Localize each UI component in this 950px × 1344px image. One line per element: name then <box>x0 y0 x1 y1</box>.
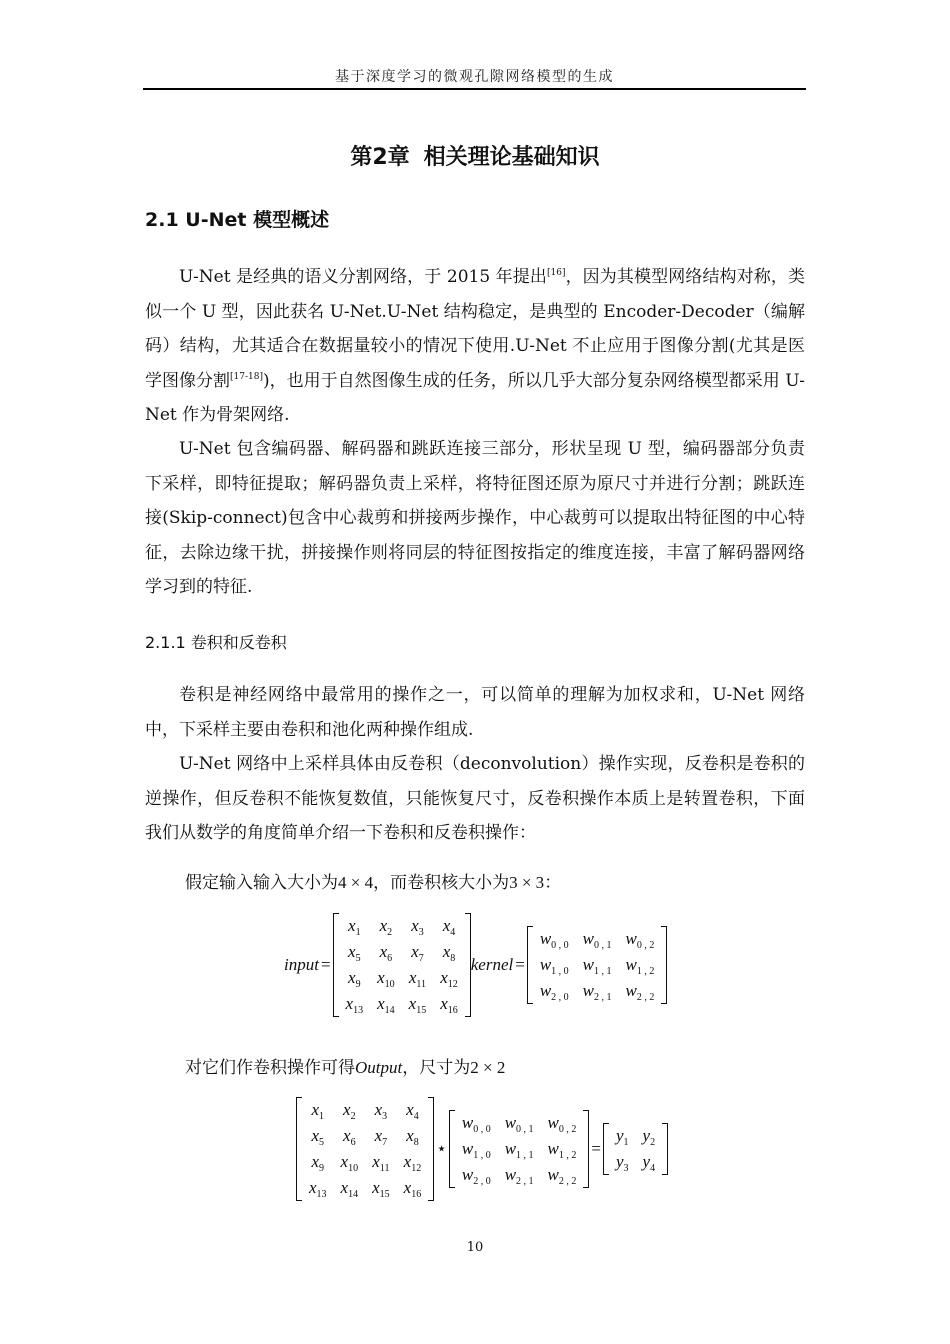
kernel-matrix-2: $w_{0 , 0}$ $w_{0 , 1}$ $w_{0 , 2}$ $w_{1 , 0}$ $w_{1 , 1}$ $w_{1 , 2}$ $w_{2 , 0}$ $w_{2 , 1}$ $w_{2 , 2}$ <box>449 1110 590 1188</box>
convolution-operator: ⋆ <box>436 1139 447 1158</box>
page-number: 10 <box>466 1240 484 1255</box>
input-label: input <box>284 955 319 974</box>
citation-16[interactable]: [16] <box>546 268 566 278</box>
kernel-matrix: $w_{0 , 0}$ $w_{0 , 1}$ $w_{0 , 2}$ $w_{1 , 0}$ $w_{1 , 1}$ $w_{1 , 2}$ $w_{2 , 0}$ $w_{2 , 1}$ $w_{2 , 2}$ <box>527 926 668 1004</box>
header-rule <box>143 88 806 90</box>
paragraph-unet-intro: U-Net 是经典的语义分割网络，于 2015 年提出[16]，因为其模型网络结构对称，类似一个 U 型，因此获名 U-Net.U-Net 结构稳定，是典型的 Encoder-Decoder（编解码）结构，尤其适合在数据量较小的情况下使用.U-Net 不止应用于图像分割(尤其是医学图像分割[17-18])，也用于自然图像生成的任务，所以几乎大部分复杂网络模型都采用 U-Net 作为骨架网络. <box>145 267 805 425</box>
input-matrix-2: $x_1$ $x_2$ $x_3$ $x_4$ $x_5$ $x_6$ $x_7$ $x_8$ $x_9$ $x_{10}$ $x_{11}$ $x_{12}$ $x_{13}$ $x_{14}$ $x_{15}$ $x_{16}$ <box>296 1097 434 1201</box>
chapter-title <box>0 140 950 171</box>
citation-17-18[interactable]: [17-18] <box>230 371 263 382</box>
equation-input-kernel: input = $x_1$ $x_2$ $x_3$ $x_4$ $x_5$ $x_6$ $x_7$ $x_8$ $x_9$ $x_{10}$ $x_{11}$ $x_{12}$ $x_{13}$ $x_{14}$ $x_{15}$ $x_{16}$ kernel = $w_{0 , 0}$ $w_{0 , 1}$ $w_{0 , 2}$ $w_{1 , 0}$ $w_{1 , 1}$ $w_{1 , 2}$ $w_{2 , 0}$ $w_{2 , 1}$ $w_{2 , 2}$ <box>284 913 667 1017</box>
subsection-heading: 2.1.1 卷积和反卷积 <box>145 633 287 652</box>
paragraph-deconvolution: U-Net 网络中上采样具体由反卷积（deconvolution）操作实现，反卷积是卷积的逆操作，但反卷积不能恢复数值，只能恢复尺寸，反卷积操作本质上是转置卷积，下面我们从数学的角度简单介绍一下卷积和反卷积操作： <box>145 754 805 843</box>
equation-convolution: $x_1$ $x_2$ $x_3$ $x_4$ $x_5$ $x_6$ $x_7$ $x_8$ $x_9$ $x_{10}$ $x_{11}$ $x_{12}$ $x_{13}$ $x_{14}$ $x_{15}$ $x_{16}$ ⋆ $w_{0 , 0}$ $w_{0 , 1}$ $w_{0 , 2}$ $w_{1 , 0}$ $w_{1 , 1}$ $w_{1 , 2}$ $w_{2 , 0}$ $w_{2 , 1}$ $w_{2 , 2}$ = $y_1$ $y_2$ $y_3$ $y_4$ <box>296 1097 668 1201</box>
input-matrix: $x_1$ $x_2$ $x_3$ $x_4$ $x_5$ $x_6$ $x_7$ $x_8$ $x_9$ $x_{10}$ $x_{11}$ $x_{12}$ $x_{13}$ $x_{14}$ $x_{15}$ $x_{16}$ <box>333 913 471 1017</box>
paragraph-convolution: 卷积是神经网络中最常用的操作之一，可以简单的理解为加权求和，U-Net 网络中，下采样主要由卷积和池化两种操作组成. <box>145 685 805 740</box>
sizes-statement: 假定输入输入大小为4 × 4，而卷积核大小为3 × 3： <box>185 873 562 893</box>
section-heading: 2.1 U-Net 模型概述 <box>145 209 330 231</box>
kernel-label: kernel <box>470 955 514 974</box>
chapter-name: 相关理论基础知识 <box>423 145 600 170</box>
chapter-number: 第2章 <box>350 145 410 170</box>
paragraph-unet-structure: U-Net 包含编码器、解码器和跳跃连接三部分，形状呈现 U 型，编码器部分负责下采样，即特征提取；解码器负责上采样，将特征图还原为原尺寸并进行分割；跳跃连接(Skip-connect)包含中心裁剪和拼接两步操作，中心裁剪可以提取出特征图的中心特征，去除边缘干扰，拼接操作则将同层的特征图按指定的维度连接，丰富了解码器网络学习到的特征. <box>145 439 805 597</box>
output-matrix: $y_1$ $y_2$ $y_3$ $y_4$ <box>603 1123 668 1175</box>
running-header: 基于深度学习的微观孔隙网络模型的生成 <box>335 69 614 85</box>
output-statement: 对它们作卷积操作可得Output，尺寸为2 × 2 <box>185 1058 506 1078</box>
